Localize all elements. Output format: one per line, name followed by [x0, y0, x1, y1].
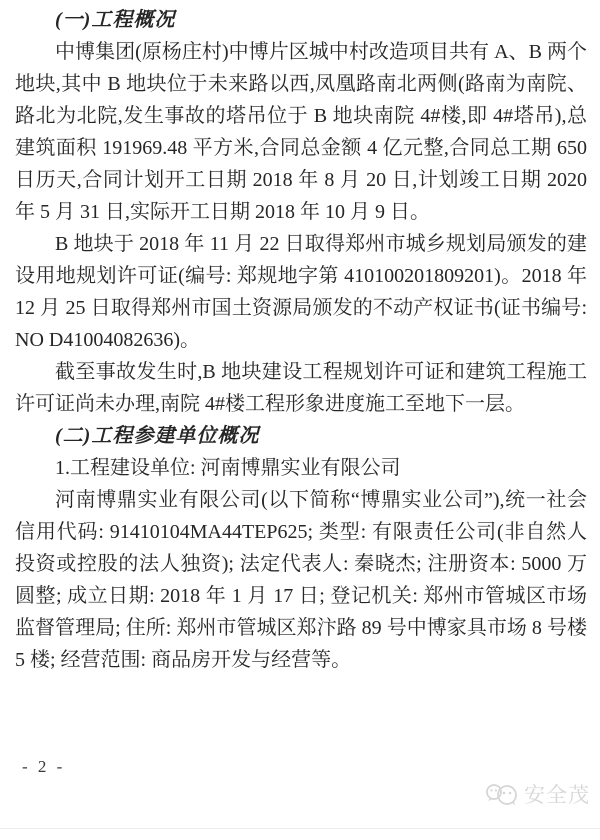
wechat-logo-icon: [485, 781, 519, 807]
page-number: - 2 -: [22, 757, 66, 776]
bottom-divider: [0, 828, 600, 829]
section-heading-overview: (一)工程概况: [55, 9, 176, 31]
document-content: [15, 4, 587, 676]
paragraph: B 地块于 2018 年 11 月 22 日取得郑州市城乡规划局颁发的建设用地规划许可证(编号: 郑规地字第 410100201809201)。2018 年 12 月 25 日取得郑州市国土资源局颁发的不动产权证书(证书编号: NO D41004082636)。: [15, 233, 587, 351]
paragraph: 河南博鼎实业有限公司(以下简称“博鼎实业公司”),统一社会信用代码: 91410104MA44TEP625; 类型: 有限责任公司(非自然人投资或控股的法人独资); 法定代表人: 秦晓杰; 注册资本: 5000 万圆整; 成立日期: 2018 年 1 月 17 日; 登记机关: 郑州市管城区市场监督管理局; 住所: 郑州市管城区郑汴路 89 号中博家具市场 8 号楼 5 楼; 经营范围: 商品房开发与经营等。: [15, 489, 587, 671]
list-item: 1.工程建设单位: 河南博鼎实业有限公司: [55, 457, 401, 479]
paragraph: 截至事故发生时,B 地块建设工程规划许可证和建筑工程施工许可证尚未办理,南院 4#楼工程形象进度施工至地下一层。: [15, 361, 587, 415]
section-heading-participants: (二)工程参建单位概况: [55, 425, 260, 447]
watermark: [485, 779, 590, 809]
watermark-text: 安全茂: [524, 784, 590, 807]
paragraph: 中博集团(原杨庄村)中博片区城中村改造项目共有 A、B 两个地块,其中 B 地块位于未来路以西,凤凰路南北两侧(路南为南院、路北为北院,发生事故的塔吊位于 B 地块南院 4#楼,即 4#塔吊),总建筑面积 191969.48 平方米,合同总金额 4 亿元整,合同总工期 650 日历天,合同计划开工日期 2018 年 8 月 20 日,计划竣工日期 2020 年 5 月 31 日,实际开工日期 2018 年 10 月 9 日。: [15, 41, 587, 223]
